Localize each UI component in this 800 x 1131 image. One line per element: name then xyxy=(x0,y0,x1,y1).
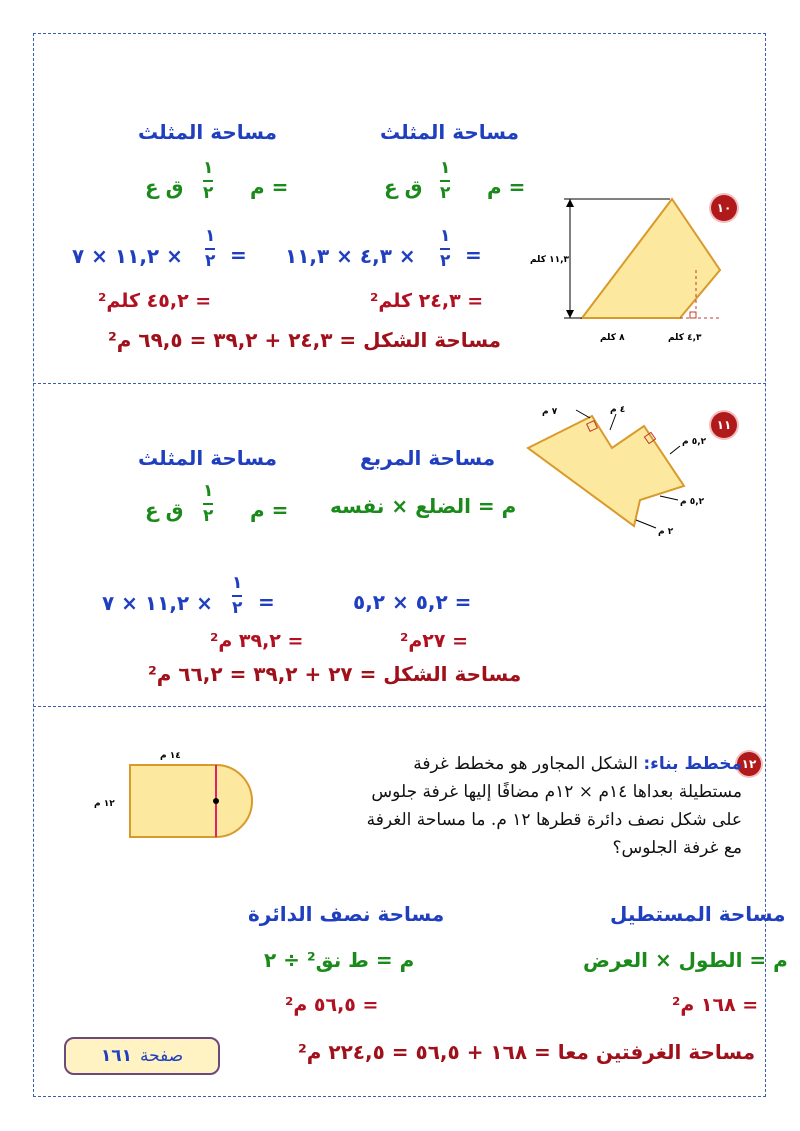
p10-right-title: مساحة المثلث xyxy=(380,120,520,144)
p12-figure xyxy=(90,740,270,850)
problem-number-badge: ١٢ xyxy=(737,752,761,776)
page-word: صفحة xyxy=(140,1046,184,1066)
p12-left-formula: م = ط نق² ÷ ٢ xyxy=(264,948,415,972)
p12-side-label: ١٢ م xyxy=(94,799,115,809)
p11-left-formula-rhs: ق ع xyxy=(145,498,184,522)
page-number: ١٦١ xyxy=(100,1046,132,1066)
p11-left-title: مساحة المثلث xyxy=(138,446,278,470)
p11-right-title: مساحة المربع xyxy=(360,446,496,470)
p10-right-calc: ٤,٣ × ١١,٣ × xyxy=(285,244,416,268)
p11-right-formula: م = الضلع × نفسه xyxy=(330,494,517,518)
p12-right-title: مساحة المستطيل xyxy=(610,902,786,926)
p12-right-formula: م = الطول × العرض xyxy=(583,948,788,972)
p11-right-calc: ٥,٢ × ٥,٢ = xyxy=(353,590,472,614)
p11-left-result: = ٣٩,٢ م² xyxy=(210,630,304,652)
p10-right-formula-rhs: ق ع xyxy=(384,175,423,199)
p10-small-label: ٤,٣ كلم xyxy=(668,333,702,343)
p10-left-result: = ٤٥,٢ كلم² xyxy=(98,290,212,312)
p10-right-eq: = xyxy=(465,243,482,267)
p10-left-fraction: ١ ٢ xyxy=(203,158,214,203)
p10-total: مساحة الشكل = ٢٤,٣ + ٣٩,٢ = ٦٩,٥ م² xyxy=(108,328,502,352)
p10-left-title: مساحة المثلث xyxy=(138,120,278,144)
p12-right-result: = ١٦٨ م² xyxy=(672,994,759,1016)
p11-left-formula-lhs: م = xyxy=(250,498,289,522)
p10-right-calc-fraction: ١ ٢ xyxy=(440,226,451,271)
p10-right-result: = ٢٤,٣ كلم² xyxy=(370,290,484,312)
p10-right-formula-lhs: م = xyxy=(487,175,526,199)
p10-left-eq: = xyxy=(230,243,247,267)
p10-left-calc: ١١,٢ × ٧ × xyxy=(72,244,183,268)
p12-left-result: = ٥٦,٥ م² xyxy=(285,994,379,1016)
p11-total: مساحة الشكل = ٢٧ + ٣٩,٢ = ٦٦,٢ م² xyxy=(148,662,522,686)
p12-left-title: مساحة نصف الدائرة xyxy=(248,902,445,926)
p11-left-calc: ١١,٢ × ٧ × xyxy=(102,591,213,615)
p10-left-formula-rhs: ق ع xyxy=(145,175,184,199)
p11-label-5: ٢ م xyxy=(658,527,674,537)
p11-label-4: ٥,٢ م xyxy=(680,497,705,507)
page-number-badge xyxy=(64,1037,220,1075)
p11-left-calc-fraction: ١ ٢ xyxy=(232,573,243,618)
p10-base-label: ٨ كلم xyxy=(600,333,625,343)
problem-number-badge: ١١ xyxy=(711,412,737,438)
section-divider xyxy=(33,706,766,707)
p10-left-formula-lhs: م = xyxy=(250,175,289,199)
problem-number-badge: ١٠ xyxy=(711,195,737,221)
p10-height-label: ١١,٣ كلم xyxy=(530,255,570,265)
p10-right-fraction: ١ ٢ xyxy=(440,158,451,203)
p11-label-2: ٤ م xyxy=(610,405,626,415)
p10-left-calc-fraction: ١ ٢ xyxy=(205,226,216,271)
p11-label-3: ٥,٢ م xyxy=(682,437,707,447)
p11-left-fraction: ١ ٢ xyxy=(203,481,214,526)
p12-total: مساحة الغرفتين معا = ١٦٨ + ٥٦,٥ = ٢٢٤,٥ م² xyxy=(298,1040,756,1064)
p11-left-eq: = xyxy=(258,590,275,614)
section-divider xyxy=(33,383,766,384)
p11-right-result: = ٢٧م² xyxy=(400,630,469,652)
p12-problem-text: مخطط بناء: الشكل المجاور هو مخطط غرفة مستطيلة بعداها ١٤م × ١٢م مضافًا إليها غرفة جلوس على شكل نصف دائرة قطرها ١٢ م. ما مساحة الغرفة مع غرفة الجلوس؟ xyxy=(366,754,742,859)
p11-label-1: ٧ م xyxy=(542,407,558,417)
p12-top-label: ١٤ م xyxy=(160,751,181,761)
